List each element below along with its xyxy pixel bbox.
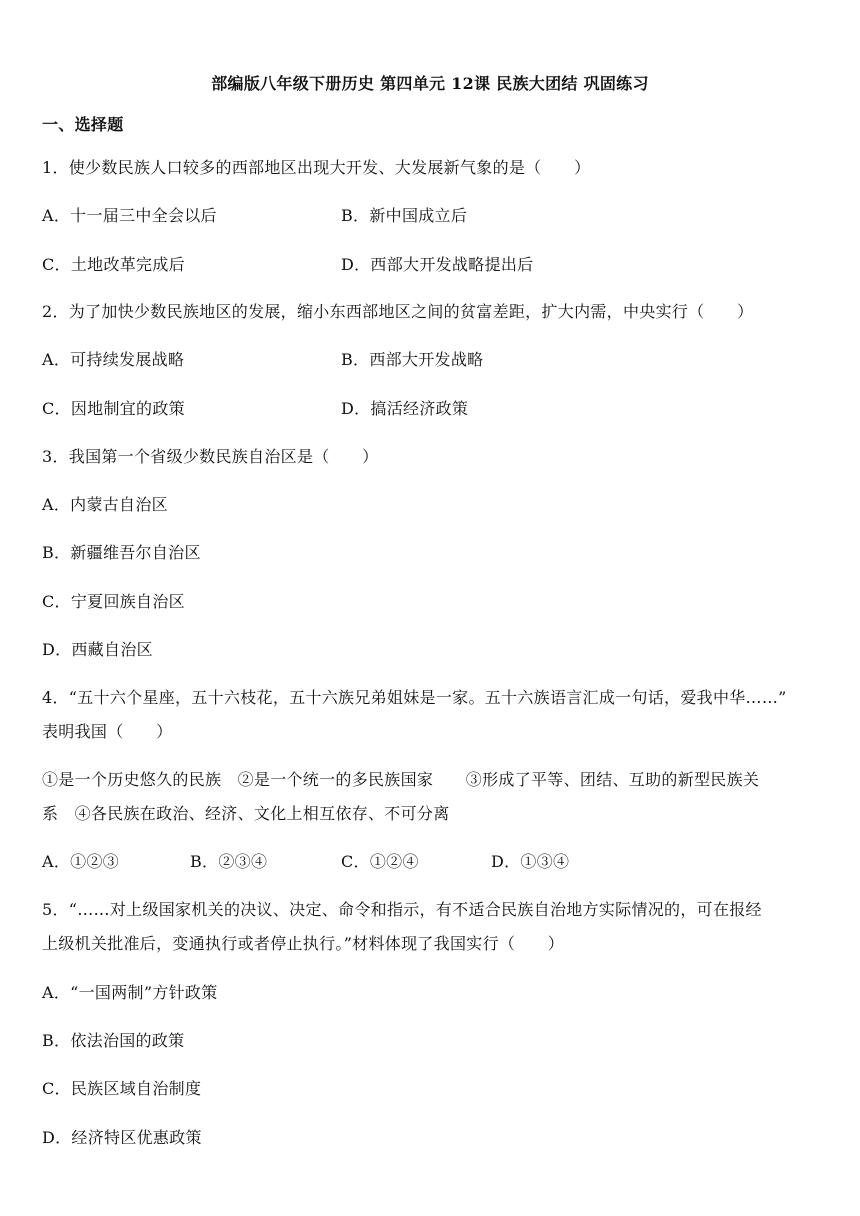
question-3-stem: 3．我国第一个省级少数民族自治区是（ ） [42, 447, 379, 466]
document-title: 部编版八年级下册历史 第四单元 12课 民族大团结 巩固练习 [211, 74, 649, 93]
question-5-stem-line-1: 5．“……对上级国家机关的决议、决定、命令和指示，有不适合民族自治地方实际情况的，可在报经 [42, 900, 762, 919]
question-4-option-a: A．①②③ [42, 852, 120, 871]
question-4-stem-line-2: 表明我国（ ） [42, 722, 173, 741]
question-2-option-b: B．西部大开发战略 [341, 350, 484, 369]
question-4-statement-line-1: ①是一个历史悠久的民族 ②是一个统一的多民族国家 ③形成了平等、团结、互助的新型民族关 [42, 770, 760, 789]
question-1-option-a: A．十一届三中全会以后 [42, 206, 217, 225]
question-2-option-d: D．搞活经济政策 [341, 399, 469, 418]
section-heading: 一、选择题 [42, 115, 124, 134]
question-4-statement-line-2: 系 ④各民族在政治、经济、文化上相互依存、不可分离 [42, 804, 450, 823]
question-3-option-d: D．西藏自治区 [42, 640, 153, 659]
question-2-option-a: A．可持续发展战略 [42, 350, 185, 369]
question-1-stem: 1．使少数民族人口较多的西部地区出现大开发、大发展新气象的是（ ） [42, 158, 591, 177]
question-4-option-d: D．①③④ [491, 852, 570, 871]
question-4-stem-line-1: 4．“五十六个星座，五十六枝花，五十六族兄弟姐妹是一家。五十六族语言汇成一句话，爱我中华……” [42, 688, 787, 707]
question-2-stem: 2．为了加快少数民族地区的发展，缩小东西部地区之间的贫富差距，扩大内需，中央实行（ ） [42, 302, 754, 321]
question-5-option-b: B．依法治国的政策 [42, 1031, 185, 1050]
question-5-stem-line-2: 上级机关批准后，变通执行或者停止执行。”材料体现了我国实行（ ） [42, 934, 565, 953]
question-1-option-d: D．西部大开发战略提出后 [341, 255, 534, 274]
question-3-option-c: C．宁夏回族自治区 [42, 592, 185, 611]
question-4-option-c: C．①②④ [341, 852, 419, 871]
question-2-option-c: C．因地制宜的政策 [42, 399, 185, 418]
question-3-option-b: B．新疆维吾尔自治区 [42, 543, 201, 562]
question-5-option-d: D．经济特区优惠政策 [42, 1128, 202, 1147]
question-5-option-c: C．民族区域自治制度 [42, 1079, 202, 1098]
question-3-option-a: A．内蒙古自治区 [42, 495, 168, 514]
question-4-option-b: B．②③④ [190, 852, 268, 871]
question-1-option-b: B．新中国成立后 [341, 206, 468, 225]
question-1-option-c: C．土地改革完成后 [42, 255, 185, 274]
question-5-option-a: A．“一国两制”方针政策 [42, 983, 218, 1002]
